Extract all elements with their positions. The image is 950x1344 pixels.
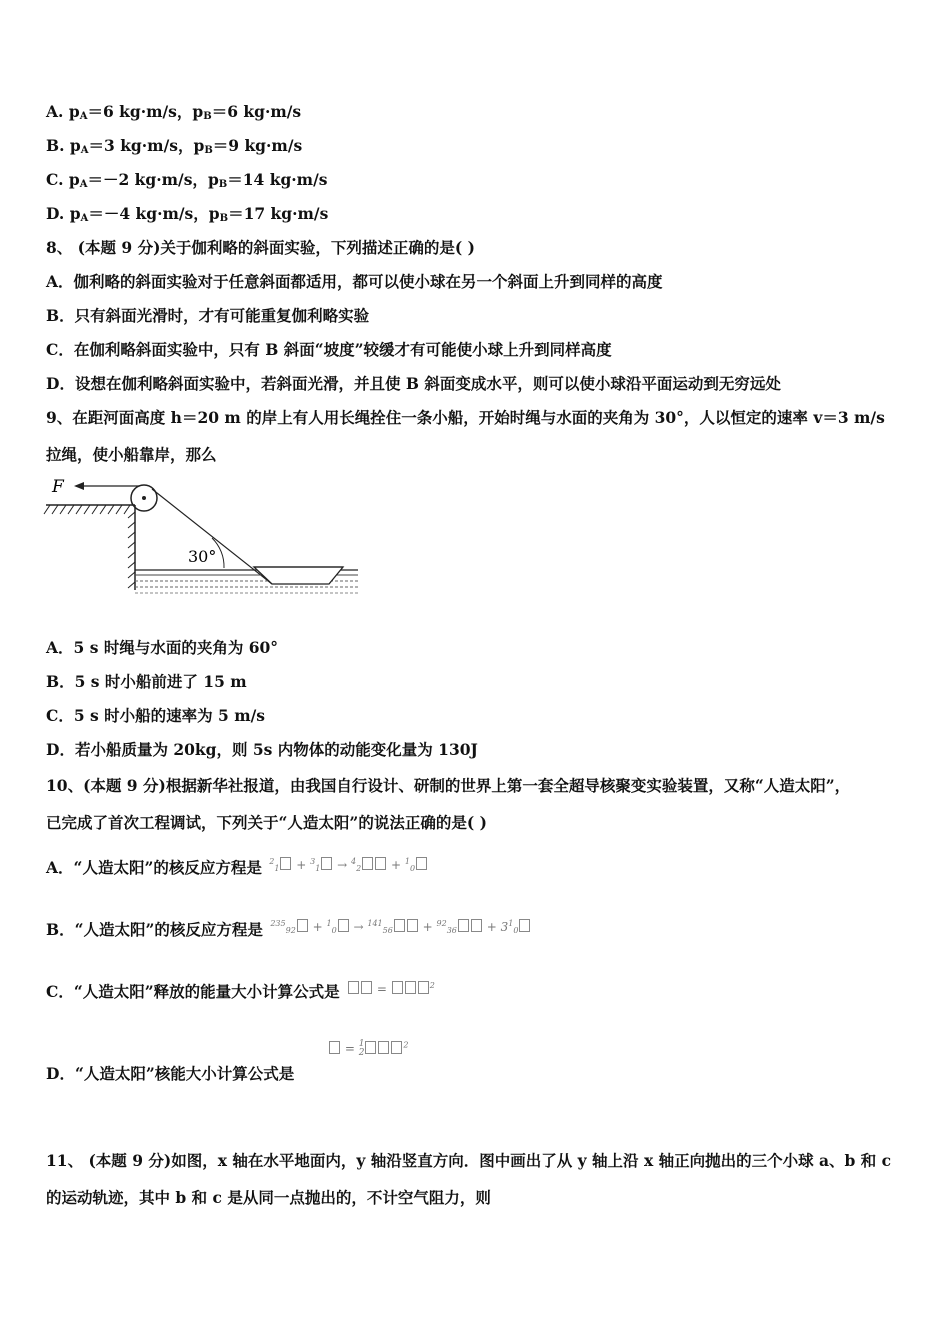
force-label: F [52, 477, 64, 497]
q10-option-c: C．“人造太阳”释放的能量大小计算公式是 = $^2$ [46, 976, 435, 1002]
boat-pulley-figure [40, 472, 370, 602]
q7-option-c: C. $p_A=-2$ kg·m/s，$p_B=14$ kg·m/s [46, 170, 328, 190]
q10-stem-line2: 已完成了首次工程调试，下列关于“人造太阳”的说法正确的是( ) [46, 813, 487, 832]
q9-option-c: C．5 s 时小船的速率为 5 m/s [46, 706, 266, 725]
q9-stem-line2: 拉绳，使小船靠岸，那么 [46, 445, 217, 464]
q8-option-c: C．在伽利略斜面实验中，只有 B 斜面“坡度”较缓才有可能使小球上升到同样高度 [46, 340, 612, 359]
ground-hatching [44, 505, 130, 514]
q8-stem: 8、 (本题 9 分)关于伽利略的斜面实验，下列描述正确的是( ) [46, 238, 475, 257]
q11-stem-line2: 的运动轨迹，其中 b 和 c 是从同一点抛出的，不计空气阻力，则 [46, 1188, 491, 1207]
q7-option-d: D. $p_A=-4$ kg·m/s，$p_B=17$ kg·m/s [46, 204, 329, 224]
angle-label: 30° [188, 547, 217, 566]
q9-option-b: B．5 s 时小船前进了 15 m [46, 672, 247, 691]
q8-option-b: B．只有斜面光滑时，才有可能重复伽利略实验 [46, 306, 370, 325]
q10-stem-line1: 10、(本题 9 分)根据新华社报道，由我国自行设计、研制的世界上第一套全超导核聚变实验装置，又称“人造太阳”， [46, 776, 851, 795]
q9-stem-line1: 9、在距河面高度 h＝20 m 的岸上有人用长绳拴住一条小船，开始时绳与水面的夹角为 30°，人以恒定的速率 v＝3 m/s [46, 408, 885, 427]
q9-option-d: D．若小船质量为 20kg，则 5s 内物体的动能变化量为 130J [46, 740, 478, 759]
q8-option-d: D．设想在伽利略斜面实验中，若斜面光滑，并且使 B 斜面变成水平，则可以使小球沿平面运动到无穷远处 [46, 374, 781, 393]
fusion-equation-image: $^2_1$ + $^3_1$ → $^4_2$ + $^1_0$ [269, 852, 428, 879]
wall-hatching [128, 512, 135, 588]
q9-option-a: A．5 s 时绳与水面的夹角为 60° [46, 638, 279, 657]
q8-option-a: A．伽利略的斜面实验对于任意斜面都适用，都可以使小球在另一个斜面上升到同样的高度 [46, 272, 663, 291]
q11-stem-line1: 11、 (本题 9 分)如图，x 轴在水平地面内，y 轴沿竖直方向．图中画出了从 y 轴上沿 x 轴正向抛出的三个小球 a、b 和 c [46, 1151, 892, 1170]
q7-option-b: B. $p_A=3$ kg·m/s，$p_B=9$ kg·m/s [46, 136, 303, 156]
q10-option-b: B．“人造太阳”的核反应方程是 $^{235}_{92} + ^1_0 \to ^{141}_{56} + ^{92}_{36} + 3^1_0$ [46, 914, 531, 941]
fission-equation-image: $^{235}_{92} + ^1_0 \to ^{141}_{56} + ^{92}_{36} + 3^1_0$ [270, 914, 531, 941]
force-arrow-head [74, 482, 84, 490]
pulley-axle [142, 496, 146, 500]
q10-option-d: D．“人造太阳”核能大小计算公式是 [46, 1064, 295, 1083]
q10-option-a: A．“人造太阳”的核反应方程是 $^2_1$ + $^3_1$ → $^4_2$ + $^1_0$ [46, 852, 428, 879]
kinetic-energy-formula-image: = 1 2 $^2$ [328, 1040, 409, 1058]
q7-option-a: A. $p_A=6$ kg·m/s，$p_B=6$ kg·m/s [46, 102, 302, 122]
mass-energy-formula-image: = $^2$ [347, 976, 435, 999]
